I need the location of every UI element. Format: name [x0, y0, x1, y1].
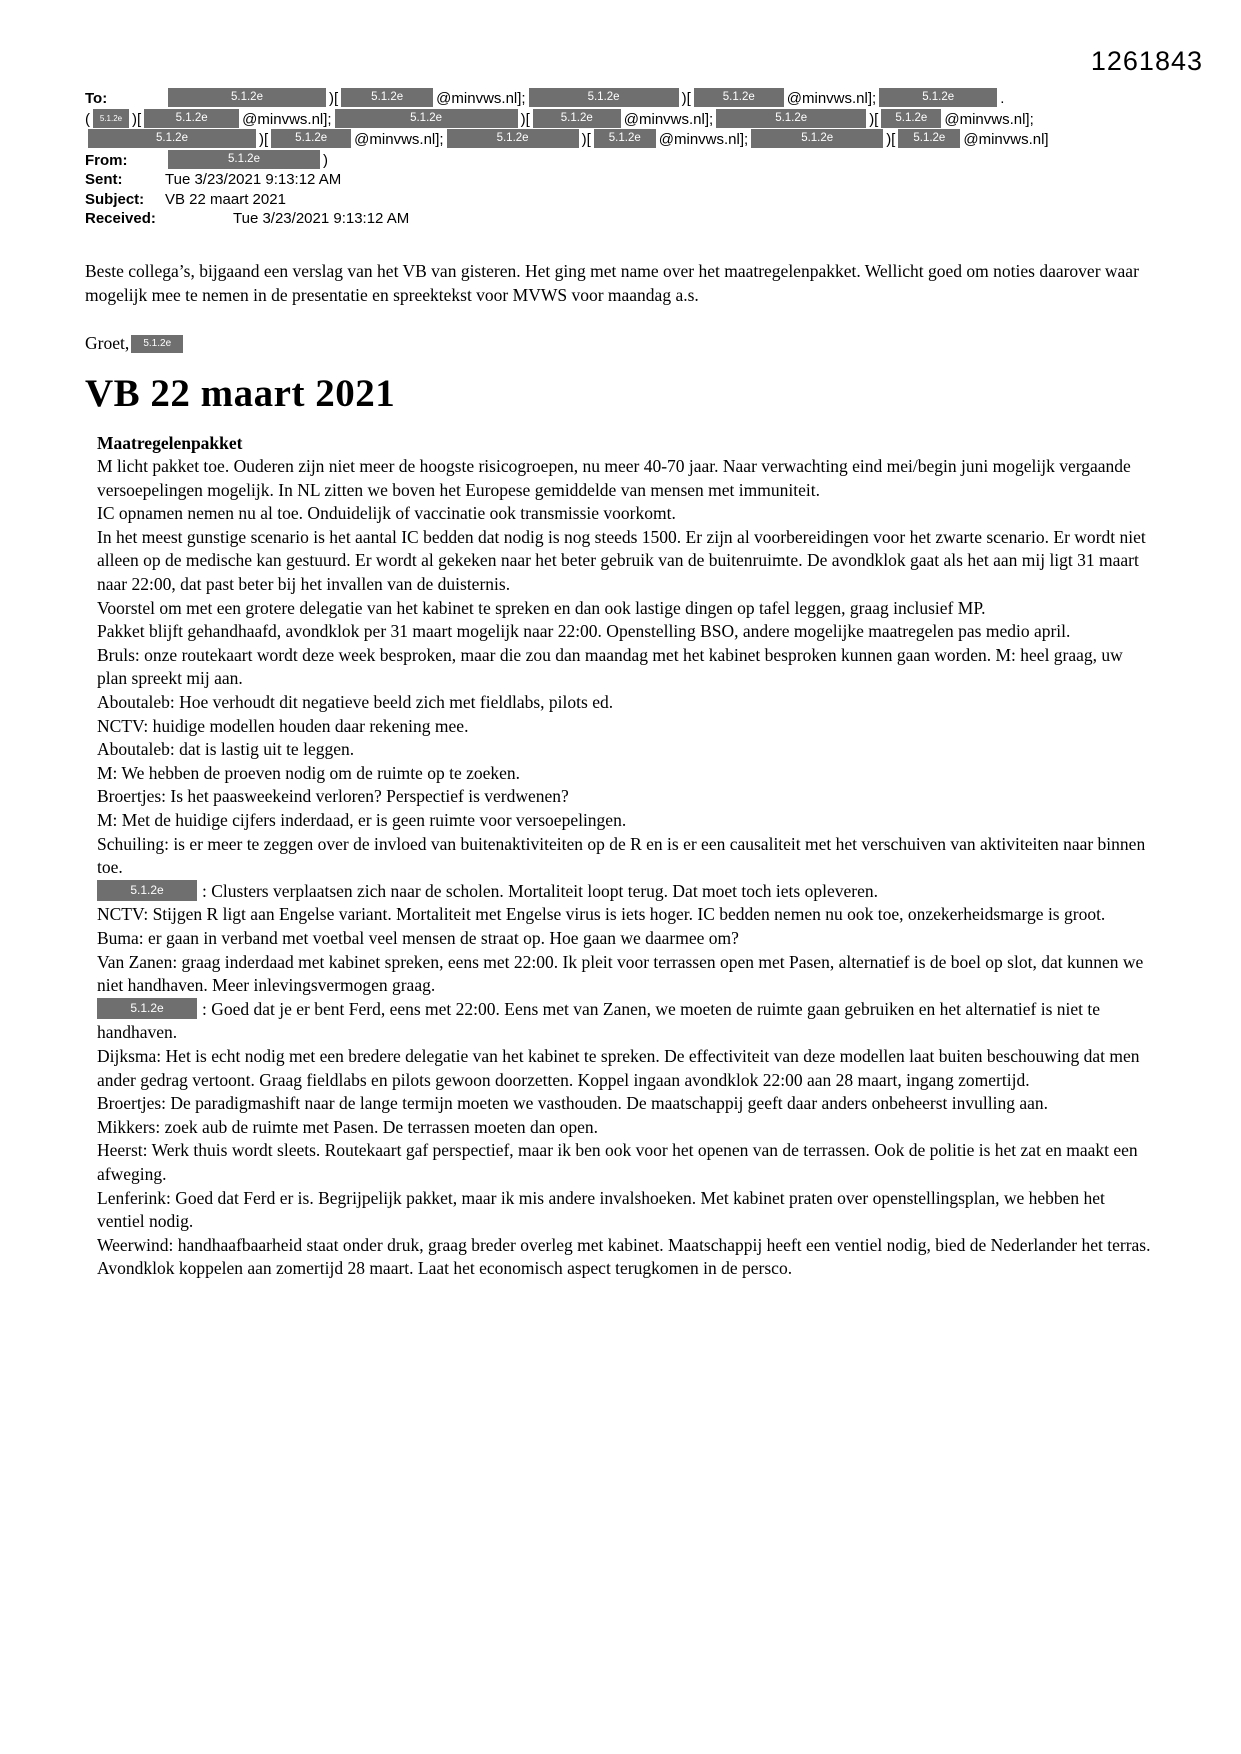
redaction-block: 5.1.2e	[881, 109, 941, 128]
address-fragment: @minvws.nl];	[354, 131, 444, 148]
redaction-block: 5.1.2e	[131, 335, 183, 353]
address-fragment: @minvws.nl];	[944, 110, 1034, 128]
address-fragment: )[	[520, 110, 530, 128]
redaction-block: 5.1.2e	[335, 109, 518, 128]
address-fragment: )[	[259, 131, 269, 148]
salutation-text: Groet,	[85, 332, 130, 353]
redaction-block: 5.1.2e	[529, 88, 679, 107]
body-paragraph: Broertjes: Is het paasweekeind verloren? Perspectief is verdwenen?	[97, 786, 569, 807]
address-fragment: @minvws.nl];	[623, 110, 714, 128]
redaction-block: 5.1.2e	[594, 129, 656, 148]
salutation-line	[85, 331, 1155, 355]
from-row	[85, 150, 1155, 171]
address-fragment: )	[323, 151, 328, 169]
body-paragraph: Aboutaleb: Hoe verhoudt dit negatieve beeld zich met fieldlabs, pilots ed.	[97, 692, 614, 713]
body-paragraph: Dijksma: Het is echt nodig met een bredere delegatie van het kabinet te spreken. De effectiviteit van deze modellen laat buiten beschouwing dat men ander gedrag vertoont. Graag fieldlabs en pilots gewoon doorzetten. Koppel ingaan avondklok 22:00 aan 28 maart, ingang zomertijd.	[97, 1045, 1140, 1090]
body-paragraph: Schuiling: is er meer te zeggen over de invloed van buitenaktiviteiten op de R en is er een causaliteit met het verschuiven van aktiviteiten naar binnen toe.	[97, 833, 1146, 878]
subject-row	[85, 190, 1155, 210]
address-fragment: @minvws.nl];	[786, 90, 877, 107]
body-paragraph: Pakket blijft gehandhaafd, avondklok per 31 maart mogelijk naar 22:00. Openstelling BSO, andere mogelijke maatregelen pas medio april.	[97, 621, 1071, 642]
redaction-block: 5.1.2e	[168, 88, 326, 107]
paragraph-text: : Goed dat je er bent Ferd, eens met 22:00. Eens met van Zanen, we moeten de ruimte gaan gebruiken en het alternatief is niet te handhaven.	[97, 998, 1101, 1043]
intro-paragraph: Beste collega’s, bijgaand een verslag van het VB van gisteren. Het ging met name over het maatregelenpakket. Wellicht goed om noties daarover waar mogelijk mee te nemen in de presentatie en spreektekst voor MVWS voor maandag a.s.	[85, 260, 1139, 305]
redaction-block: 5.1.2e	[751, 129, 883, 148]
received-label: Received:	[85, 210, 156, 227]
body-paragraph: M: We hebben de proeven nodig om de ruimte op te zoeken.	[97, 762, 521, 783]
to-label: To:	[85, 90, 108, 107]
redaction-block: 5.1.2e	[879, 88, 997, 107]
address-fragment: )[	[329, 90, 339, 107]
sent-row	[85, 170, 1155, 190]
body-paragraph: Weerwind: handhaafbaarheid staat onder druk, graag breder overleg met kabinet. Maatschappij heeft een ventiel nodig, bied de Nederlander het terras. Avondklok koppelen aan zomertijd 28 maart. Laat het economisch aspect terugkomen in de persco.	[97, 1234, 1151, 1279]
received-value: Tue 3/23/2021 9:13:12 AM	[233, 210, 410, 227]
sent-label: Sent:	[85, 171, 123, 188]
body-paragraph	[97, 880, 1155, 904]
to-line-1	[85, 88, 1155, 109]
body-paragraph: Aboutaleb: dat is lastig uit te leggen.	[97, 739, 355, 760]
body-paragraph: Voorstel om met een grotere delegatie van het kabinet te spreken en dan ook lastige dingen op tafel leggen, graag inclusief MP.	[97, 597, 986, 618]
body-paragraph: Bruls: onze routekaart wordt deze week besproken, maar die zou dan maandag met het kabinet besproken kunnen gaan worden. M: heel graag, uw plan spreekt mij aan.	[97, 644, 1123, 689]
to-line-3	[85, 129, 1155, 150]
address-fragment: @minvws.nl];	[436, 90, 526, 107]
document-number: 1261843	[1090, 46, 1203, 76]
subject-label: Subject:	[85, 190, 145, 208]
address-fragment: @minvws.nl];	[242, 110, 332, 128]
body-paragraph: In het meest gunstige scenario is het aantal IC bedden dat nodig is nog steeds 1500. Er zijn al voorbereidingen voor het zwarte scenario. Er wordt niet alleen op de medische kan gestuurd. Er wordt al gekeken naar het beter gebruik van de buitenruimte. De avondklok gaat als het aan mij ligt 31 maart naar 22:00, dat past beter bij het invallen van de duisternis.	[97, 526, 1146, 595]
redaction-block: 5.1.2e	[88, 129, 256, 148]
redaction-block: 5.1.2e	[97, 880, 197, 901]
address-fragment: @minvws.nl];	[658, 131, 749, 148]
body-paragraph: Van Zanen: graag inderdaad met kabinet spreken, eens met 22:00. Ik pleit voor terrassen open met Pasen, alternatief is de boel op slot, dat kunnen we niet handhaven. Meer inlevingsvermogen graag.	[97, 951, 1144, 996]
address-fragment: )[	[886, 131, 896, 148]
subject-value: VB 22 maart 2021	[165, 190, 286, 208]
body-paragraph: IC opnamen nemen nu al toe. Onduidelijk of vaccinatie ook transmissie voorkomt.	[97, 503, 676, 524]
email-header	[85, 88, 1155, 229]
body-paragraph: Buma: er gaan in verband met voetbal veel mensen de straat op. Hoe gaan we daarmee om?	[97, 927, 739, 948]
redaction-block: 5.1.2e	[694, 88, 784, 107]
address-fragment: .	[1000, 90, 1005, 107]
received-row	[85, 209, 1155, 229]
report-body	[97, 432, 1155, 1281]
section-heading: Maatregelenpakket	[97, 432, 243, 453]
from-label: From:	[85, 151, 128, 169]
address-fragment: )[	[581, 131, 591, 148]
redaction-block: 5.1.2e	[716, 109, 866, 128]
redaction-block: 5.1.2e	[898, 129, 960, 148]
redaction-block: 5.1.2e	[447, 129, 579, 148]
redaction-block: 5.1.2e	[97, 998, 197, 1019]
body-paragraph: M: Met de huidige cijfers inderdaad, er is geen ruimte voor versoepelingen.	[97, 810, 627, 830]
body-paragraph: M licht pakket toe. Ouderen zijn niet meer de hoogste risicogroepen, nu meer 40-70 jaar. Naar verwachting eind mei/begin juni mogelijk vergaande versoepelingen mogelijk. In NL zitten we boven het Europese gemiddelde van mensen met immuniteit.	[97, 456, 1131, 500]
redaction-block: 5.1.2e	[271, 129, 351, 148]
address-fragment: )[	[681, 90, 691, 107]
redaction-block: 5.1.2e	[144, 109, 239, 128]
to-line-2	[85, 109, 1155, 130]
body-paragraph: Mikkers: zoek aub de ruimte met Pasen. De terrassen moeten dan open.	[97, 1116, 599, 1137]
body-paragraph	[97, 998, 1155, 1045]
report-title: VB 22 maart 2021	[85, 371, 396, 415]
redaction-block: 5.1.2e	[93, 109, 129, 128]
redaction-block: 5.1.2e	[341, 88, 433, 107]
body-paragraph: Broertjes: De paradigmashift naar de lange termijn moeten we vasthouden. De maatschappij geeft daar anders onbeheerst invulling aan.	[97, 1093, 1048, 1114]
body-paragraph: Heerst: Werk thuis wordt sleets. Routekaart gaf perspectief, maar ik ben ook voor het openen van de terrassen. Ook de politie is het zat en maakt een afweging.	[97, 1140, 1138, 1184]
redaction-block: 5.1.2e	[533, 109, 621, 128]
sent-value: Tue 3/23/2021 9:13:12 AM	[165, 171, 342, 188]
body-paragraph: NCTV: Stijgen R ligt aan Engelse variant. Mortaliteit met Engelse virus is iets hoger. IC bedden nemen nu ook toe, onzekerheidsmarge is groot.	[97, 904, 1106, 925]
body-paragraph: Lenferink: Goed dat Ferd er is. Begrijpelijk pakket, maar ik mis andere invalshoeken. Met kabinet praten over openstellingsplan, we hebben het ventiel nodig.	[97, 1187, 1105, 1232]
address-fragment: )[	[869, 110, 879, 128]
address-fragment: (	[85, 110, 90, 128]
redaction-block: 5.1.2e	[168, 150, 320, 169]
address-fragment: )[	[132, 110, 142, 128]
body-paragraph: NCTV: huidige modellen houden daar rekening mee.	[97, 715, 469, 736]
paragraph-text: : Clusters verplaatsen zich naar de scholen. Mortaliteit loopt terug. Dat moet toch iets opleveren.	[202, 880, 878, 901]
address-fragment: @minvws.nl]	[963, 131, 1049, 148]
